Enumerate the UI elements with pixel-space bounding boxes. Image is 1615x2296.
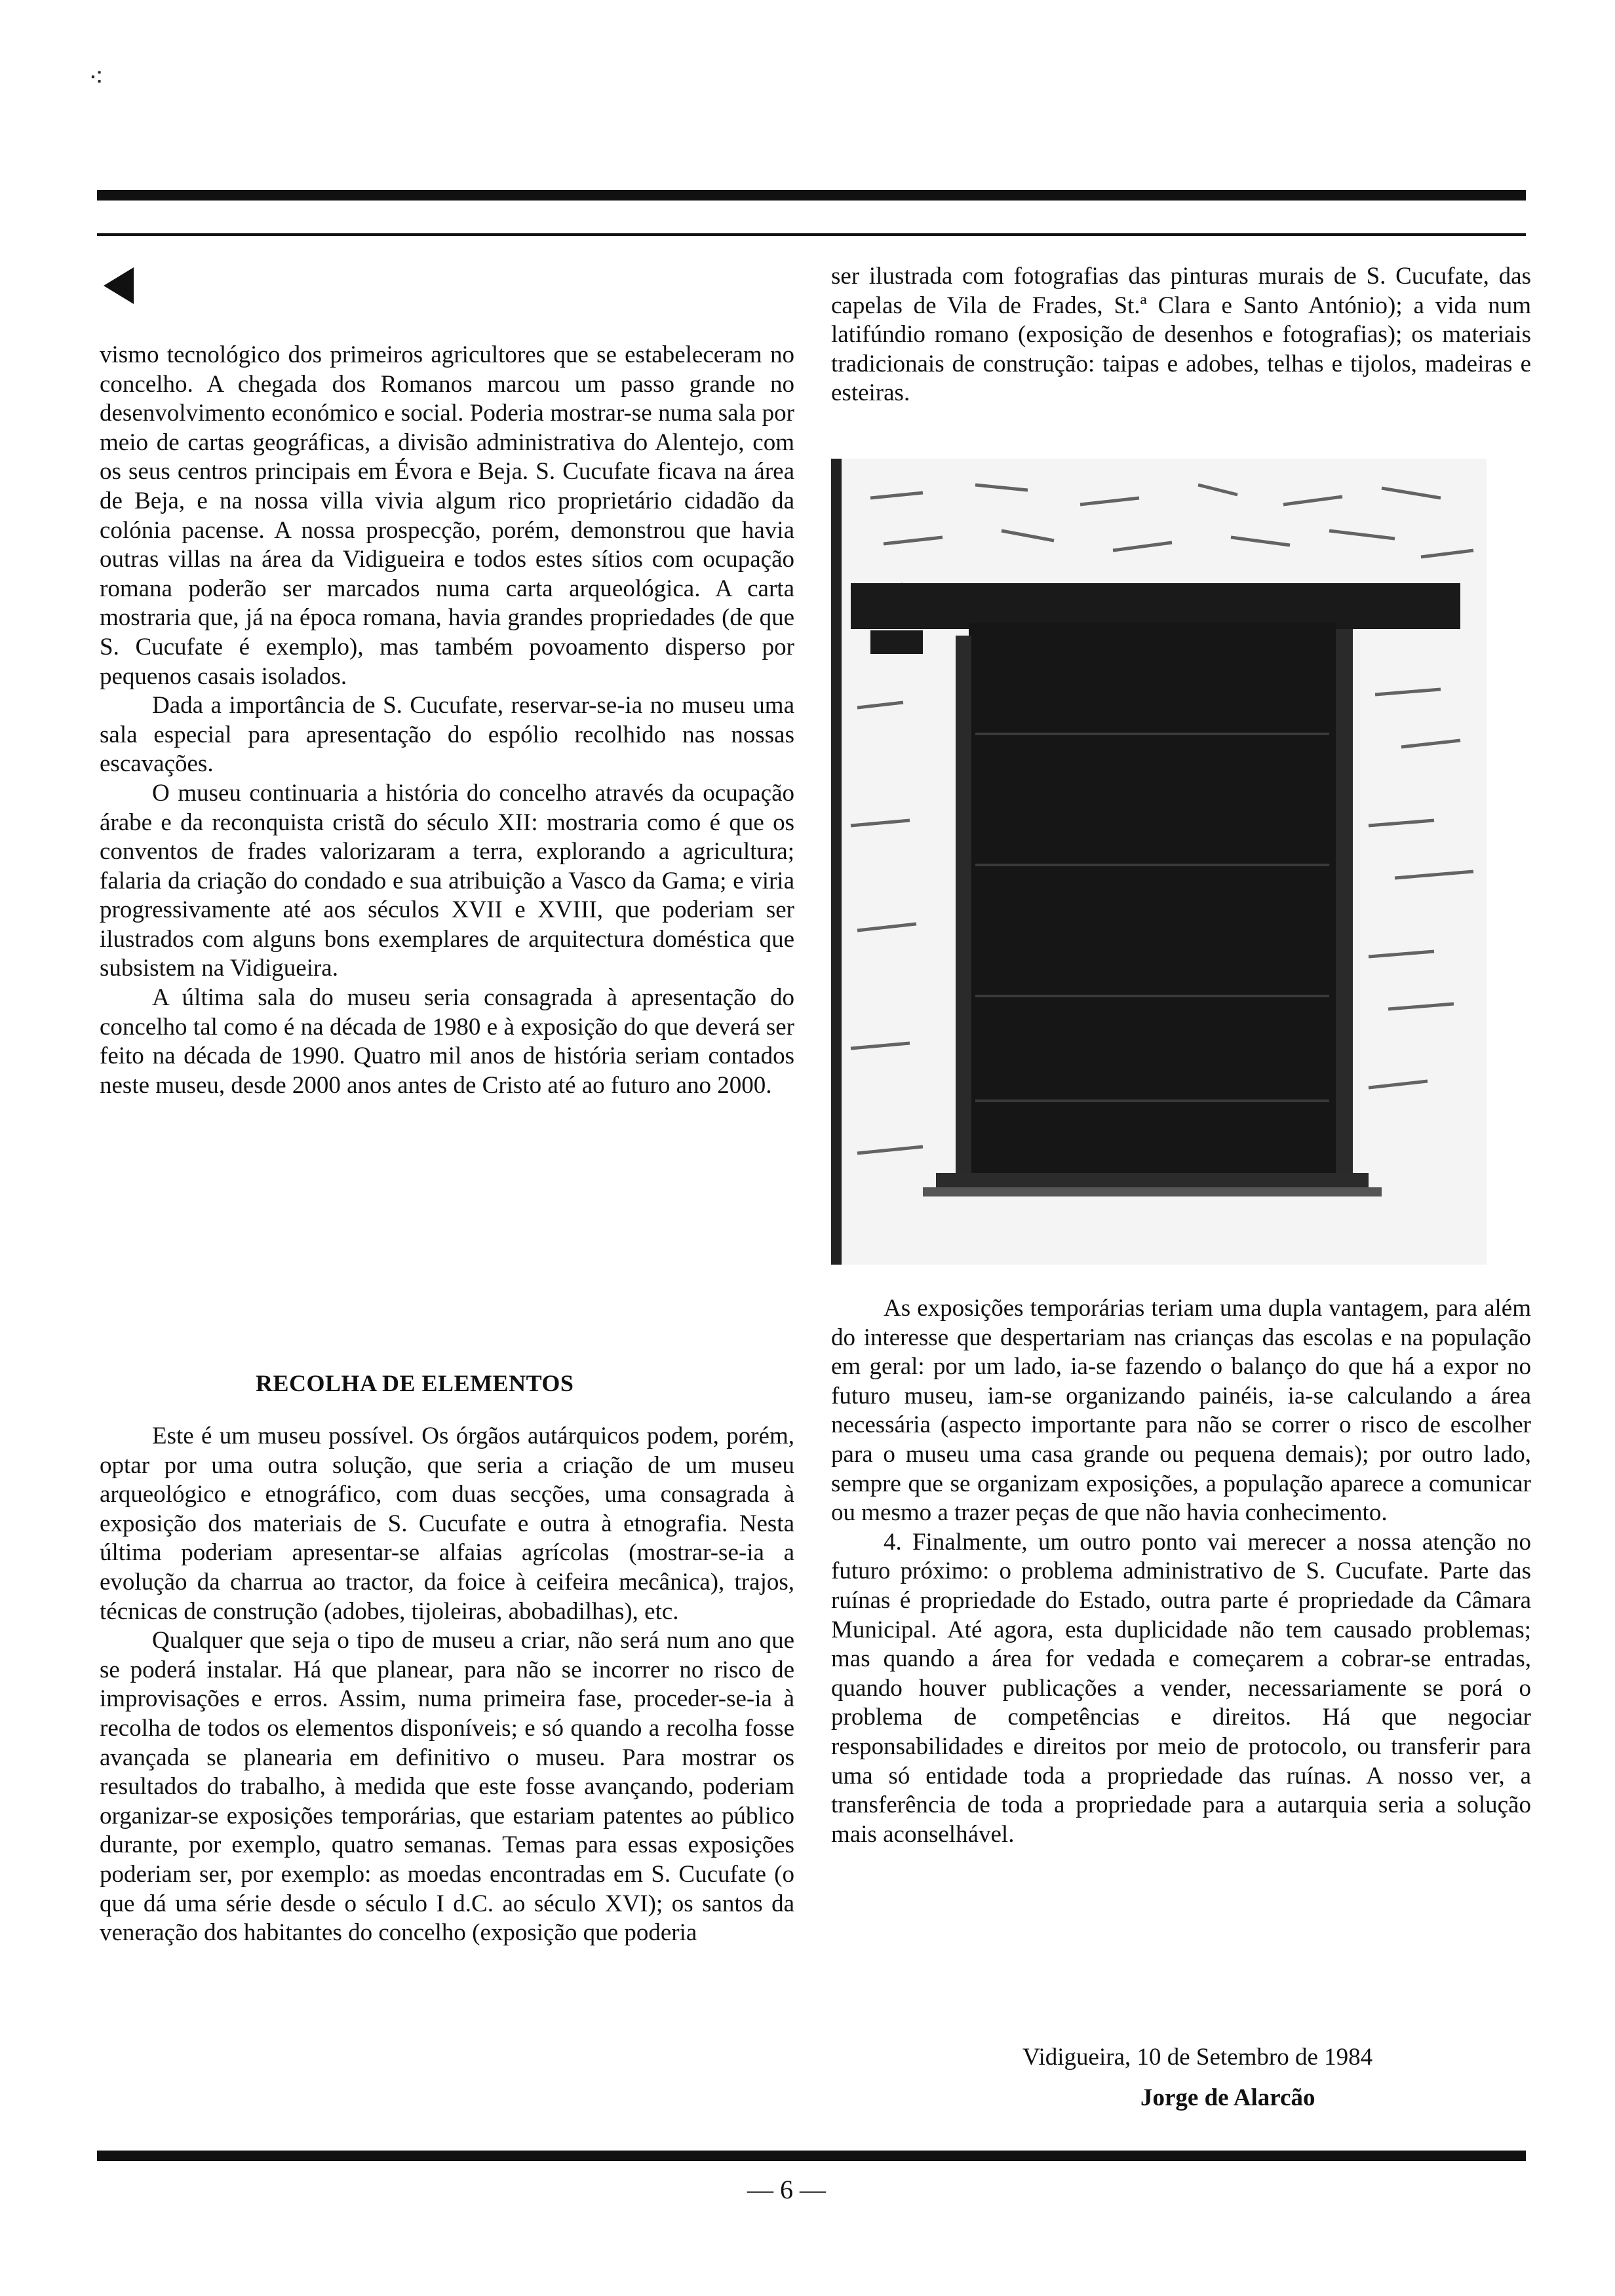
right-column-bottom: [831, 1294, 1531, 1849]
section-paragraph-2: Qualquer que seja o tipo de museu a criar, não será num ano que se poderá instalar. Há que planear, para não se incorrer no risco de improvisações e erros. Assim, numa primeira fase, proceder-se-ia à recolha de todos os elementos disponíveis; e só quando a recolha fosse avançada se planearia em definitivo o museu. Para mostrar os resultados do trabalho, à medida que este fosse avançando, poderiam organizar-se exposições temporárias, que estariam patentes ao público durante, por exemplo, quatro semanas. Temas para essas exposições poderiam ser, por exemplo: as moedas encontradas em S. Cucufate (o que dá uma série desde o século I d.C. ao século XVI); os santos da veneração dos habitantes do concelho (exposição que poderia: [100, 1627, 794, 1947]
author-name: Jorge de Alarcão: [1140, 2084, 1315, 2111]
continuation-arrow-icon: [104, 267, 134, 304]
bottom-rule: [97, 2151, 1526, 2161]
left-column: [100, 341, 794, 1100]
left-paragraph-2: Dada a importância de S. Cucufate, reservar-se-ia no museu uma sala especial para apresentação do espólio recolhido nas nossas escavações.: [100, 692, 794, 778]
left-paragraph-3: O museu continuaria a história do concelho através da ocupação árabe e da reconquista cristã do século XII: mostraria como é que os conventos de frades valorizaram a terra, explorando a agricultura; falaria da criação do condado e sua atribuição a Vasco da Gama; e viria progressivamente até aos séculos XVII e XVIII, que poderiam ser ilustrados com alguns bons exemplares de arquitectura doméstica que subsistem na Vidigueira.: [100, 779, 794, 982]
left-paragraph-4: A última sala do museu seria consagrada à apresentação do concelho tal como é na década de 1980 e à exposição do que deverá ser feito na década de 1990. Quatro mil anos de história seriam contados neste museu, desde 2000 anos antes de Cristo até ao futuro ano 2000.: [100, 984, 794, 1099]
page-number: — 6 —: [747, 2175, 826, 2204]
top-rule-thin: [97, 233, 1526, 236]
right-paragraph-1: As exposições temporárias teriam uma dupla vantagem, para além do interesse que despertariam nas crianças das escolas e na população em geral: por um lado, ia-se fazendo o balanço do que há a expor no futuro museu, iam-se organizando painéis, ia-se calculando a área necessária (aspecto importante para não se correr o risco de escolher para o museu uma casa grande ou pequena demais); por outro lado, sempre que se organizam exposições, a população aparece a comunicar ou mesmo a trazer peças de que não havia conhecimento.: [831, 1295, 1531, 1527]
right-top-paragraph: ser ilustrada com fotografias das pinturas murais de S. Cucufate, das capelas de Vila de Frades, St.ª Clara e Santo António); a vida num latifúndio romano (exposição de desenhos e fotografias); os materiais tradicionais de construção: taipas e adobes, telhas e tijolos, madeiras e esteiras.: [831, 263, 1531, 407]
top-rule-thick: [97, 190, 1526, 201]
right-column-top: [831, 262, 1531, 408]
left-paragraphs: [100, 341, 794, 1100]
section-heading: RECOLHA DE ELEMENTOS: [256, 1370, 574, 1396]
place-date: Vidigueira, 10 de Setembro de 1984: [1022, 2044, 1373, 2071]
corner-mark: ⁖: [88, 63, 104, 92]
left-column-section: [100, 1422, 794, 1948]
doorway-photo: [831, 459, 1487, 1265]
doorway-illustration: [831, 459, 1487, 1265]
right-paragraph-2: 4. Finalmente, um outro ponto vai merecer a nossa atenção no futuro próximo: o problema administrativo de S. Cucufate. Parte das ruínas é propriedade do Estado, outra parte é propriedade da Câmara Municipal. Até agora, esta duplicidade não tem causado problemas; mas quando a área for vedada e começarem a cobrar-se entradas, quando houver publicações a vender, necessariamente se porá o problema de competências e direitos. Há que negociar responsabilidades e direitos por meio de protocolo, ou transferir para uma só entidade toda a propriedade das ruínas. A nosso ver, a transferência de toda a propriedade para a autarquia seria a solução mais aconselhável.: [831, 1528, 1531, 1848]
section-paragraph-1: Este é um museu possível. Os órgãos autárquicos podem, porém, optar por uma outra solução, que seria a criação de um museu arqueológico e etnográfico, com duas secções, uma consagrada à exposição dos materiais de S. Cucufate e outra à etnografia. Nesta última poderiam apresentar-se alfaias agrícolas (mostrar-se-ia a evolução da charrua ao tractor, da foice à ceifeira mecânica), trajos, técnicas de construção (adobes, tijoleiras, abobadilhas), etc.: [100, 1423, 794, 1625]
left-paragraph-1: vismo tecnológico dos primeiros agricultores que se estabeleceram no concelho. A chegada dos Romanos marcou um passo grande no desenvolvimento económico e social. Poderia mostrar-se numa sala por meio de cartas geográficas, a divisão administrativa do Alentejo, com os seus centros principais em Évora e Beja. S. Cucufate ficava na área de Beja, e na nossa villa vivia algum rico proprietário cidadão da colónia pacense. A nossa prospecção, porém, demonstrou que havia outras villas na área da Vidigueira e todos estes sítios com ocupação romana poderão ser marcados numa carta arqueológica. A carta mostraria que, já na época romana, havia grandes propriedades (de que S. Cucufate é exemplo), mas também povoamento disperso por pequenos casais isolados.: [100, 341, 794, 690]
